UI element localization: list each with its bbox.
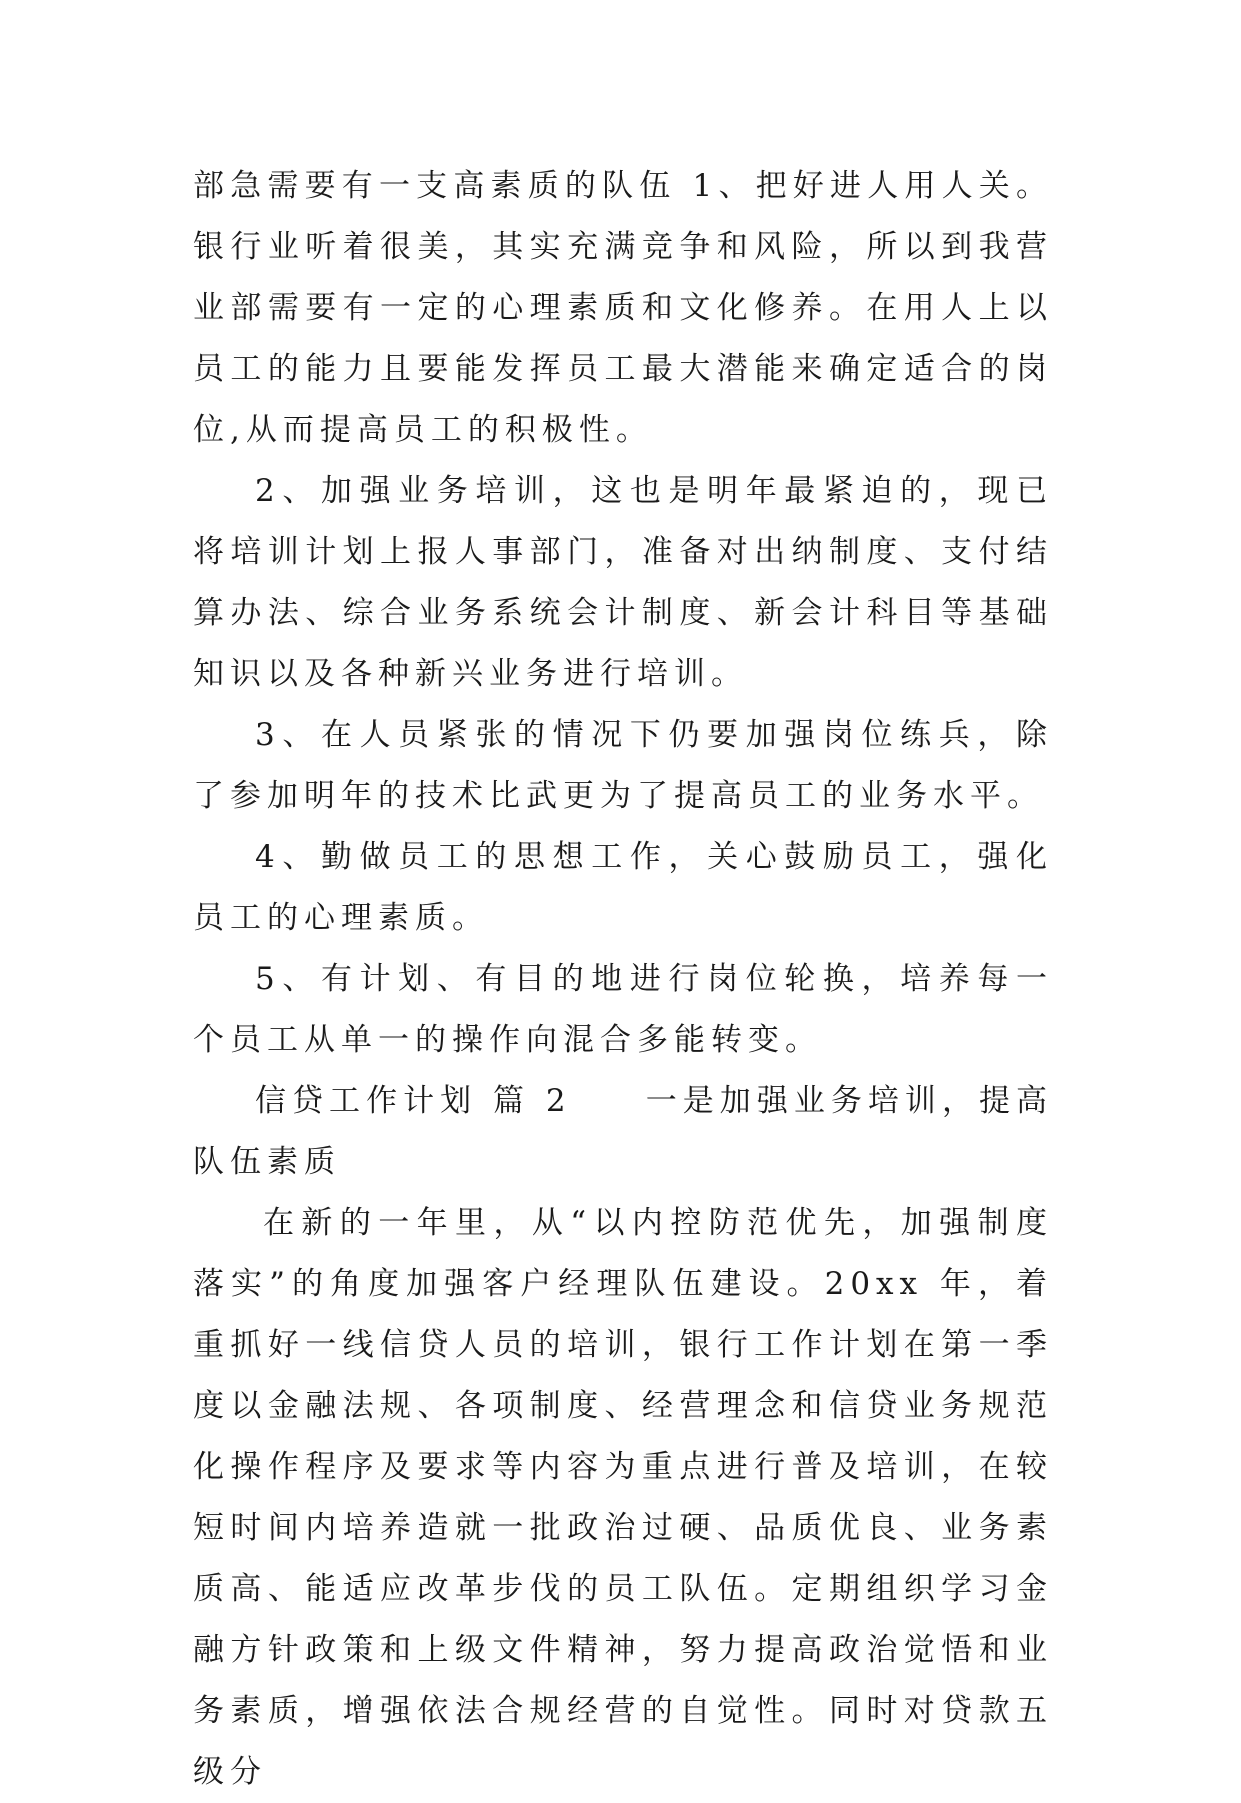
paragraph-6: 在新的一年里，从“以内控防范优先，加强制度落实”的角度加强客户经理队伍建设。20xx 年，着重抓好一线信贷人员的培训，银行工作计划在第一季度以金融法规、各项制度、经营理念和信贷业务规范化操作程序及要求等内容为重点进行普及培训，在较短时间内培养造就一批政治过硬、品质优良、业务素质高、能适应改革步伐的员工队伍。定期组织学习金融方针政策和上级文件精神，努力提高政治觉悟和业务素质，增强依法合规经营的自觉性。同时对贷款五级分 <box>193 1205 1053 1790</box>
section-heading: 信贷工作计划 篇 2 一是加强业务培训，提高队伍素质 <box>193 1083 1053 1180</box>
paragraph-4: 4、勤做员工的思想工作，关心鼓励员工，强化员工的心理素质。 <box>193 839 1053 936</box>
paragraph-5: 5、有计划、有目的地进行岗位轮换，培养每一个员工从单一的操作向混合多能转变。 <box>193 961 1053 1058</box>
paragraph-3: 3、在人员紧张的情况下仍要加强岗位练兵，除了参加明年的技术比武更为了提高员工的业务水平。 <box>193 717 1053 814</box>
document-body <box>193 156 1053 1803</box>
paragraph-1: 部急需要有一支高素质的队伍 1、把好进人用人关。银行业听着很美，其实充满竞争和风险，所以到我营业部需要有一定的心理素质和文化修养。在用人上以员工的能力且要能发挥员工最大潜能来确定适合的岗位,从而提高员工的积极性。 <box>193 168 1053 448</box>
paragraph-2: 2、加强业务培训，这也是明年最紧迫的，现已将培训计划上报人事部门，准备对出纳制度、支付结算办法、综合业务系统会计制度、新会计科目等基础知识以及各种新兴业务进行培训。 <box>193 473 1053 692</box>
